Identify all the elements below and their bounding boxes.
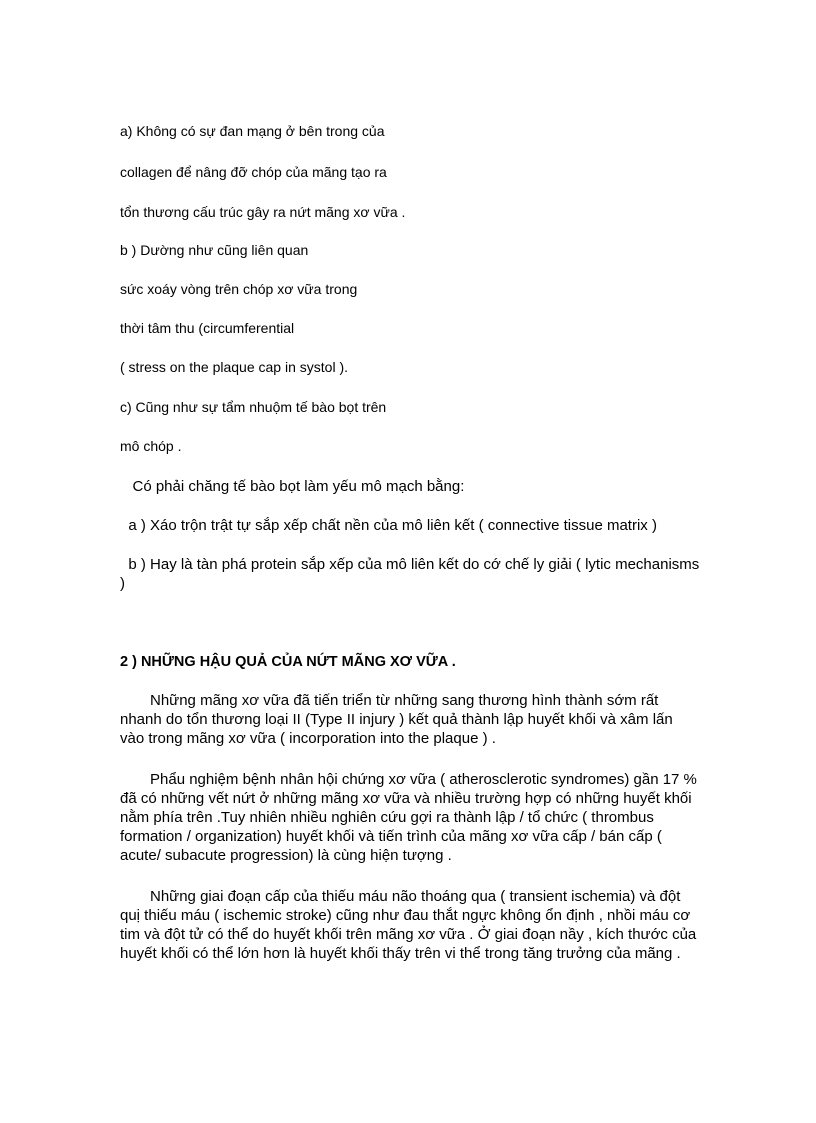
paragraph: Những giai đoạn cấp của thiếu máu não thoáng qua ( transient ischemia) và đột quị thiếu máu ( ischemic stroke) cũng như đau thắt ngực không ổn định , nhồi máu cơ tim và đột tử có thể do huyết khối trên mãng xơ vữa . Ở giai đoạn nầy , kích thước của huyết khối có thể lớn hơn là huyết khối thấy trên vi thể trong tăng trưởng của mãng . [120,888,697,962]
text-line: sức xoáy vòng trên chóp xơ vữa trong [120,281,358,297]
text-line: a) Không có sự đan mạng ở bên trong của [120,123,385,139]
text-line: thời tâm thu (circumferential [120,320,295,336]
text-line: b ) Dường như cũng liên quan [120,242,309,258]
question-line: Có phải chăng tế bào bọt làm yếu mô mạch bằng: [120,478,465,495]
paragraph: Phẩu nghiệm bệnh nhân hội chứng xơ vữa ( atherosclerotic syndromes) gần 17 % đã có những vết nứt ở những mãng xơ vữa và nhiều trường hợp có những huyết khối nằm phía trên .Tuy nhiên nhiều nghiên cứu gợi ra thành lập / tổ chức ( thrombus formation / organization) huyết khối và tiến trình của mãng xơ vữa cấp / bán cấp ( acute/ subacute progression) là cùng hiện tượng . [120,771,697,864]
option-b: b ) Hay là tàn phá protein sắp xếp của mô liên kết do cớ chế ly giải ( lytic mechanisms ) [120,556,704,592]
option-a: a ) Xáo trộn trật tự sắp xếp chất nền của mô liên kết ( connective tissue matrix ) [120,517,657,534]
text-line: collagen để nâng đỡ chóp của mãng tạo ra [120,164,387,180]
text-line: mô chóp . [120,438,182,454]
text-line: ( stress on the plaque cap in systol ). [120,359,348,375]
section-heading: 2 ) NHỮNG HẬU QUẢ CỦA NỨT MÃNG XƠ VỮA . [120,654,456,670]
text-line: c) Cũng như sự tẩm nhuộm tế bào bọt trên [120,399,387,415]
paragraph: Những mãng xơ vữa đã tiến triển từ những sang thương hình thành sớm rất nhanh do tổn thương loại II (Type II injury ) kết quả thành lập huyết khối và xâm lấn vào trong mãng xơ vữa ( incorporation into the plaque ) . [120,692,673,747]
text-line: tổn thương cấu trúc gây ra nứt mãng xơ vữa . [120,204,406,220]
